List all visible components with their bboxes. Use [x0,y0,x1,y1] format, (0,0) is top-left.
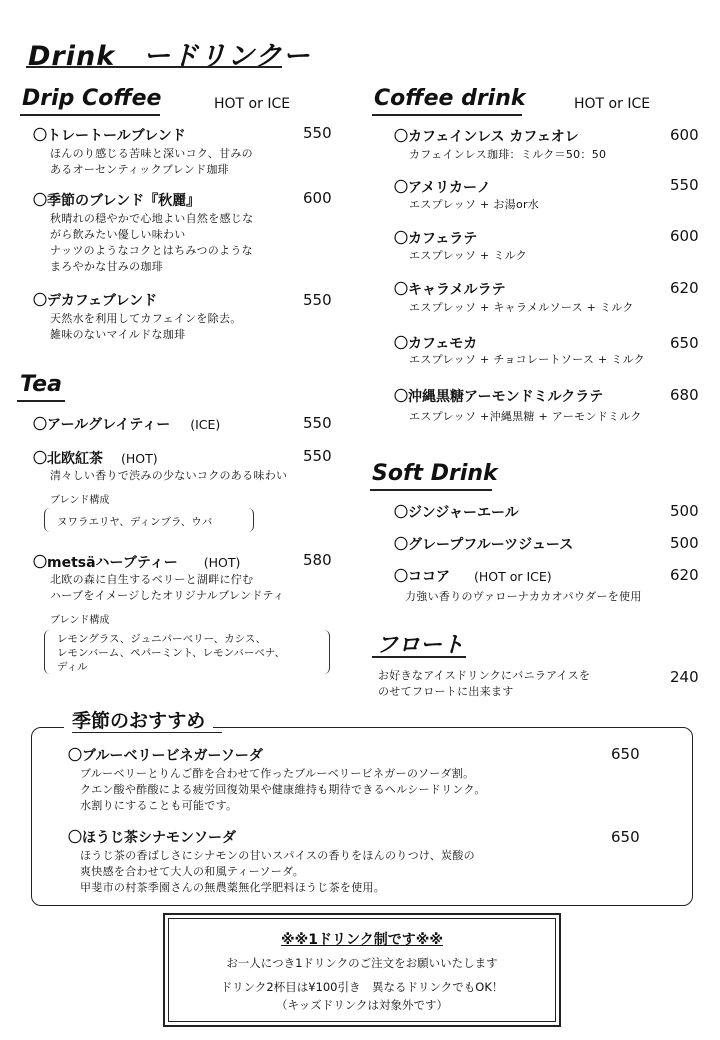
menu-item-desc: ほうじ茶の香ばしさにシナモンの甘いスパイスの香りをほんのりつけ、炭酸の 爽快感を合わせて大人の和風ティーソーダ。 甲斐市の村茶季園さんの無農薬無化学肥料ほうじ茶を使用。 [80,849,475,894]
notice-title: ※※1ドリンク制です※※ [281,932,443,948]
menu-item-price: 600 [303,189,332,207]
seasonal-heading: 季節のおすすめ [64,706,213,733]
menu-item-price: 550 [303,414,332,432]
notice-line: （キッズドリンクは対象外です） [275,998,449,1012]
menu-item-name: 〇アメリカーノ [394,180,491,196]
menu-item-price: 680 [670,386,699,404]
menu-item-name: 〇ブルーベリービネガーソーダ [68,748,263,764]
float-underline [372,656,466,658]
menu-item-desc: エスプレッソ + チョコレートソース + ミルク [409,353,645,366]
blend-list: ヌワラエリヤ、ディンブラ、ウバ [57,516,213,528]
menu-item-desc: 秋晴れの穏やかで心地よい自然を感じな がら飲みたい優しい味わい ナッツのようなコクとはちみつのような まろやかな甘みの珈琲 [50,212,254,273]
float-price: 240 [670,668,699,686]
menu-item-desc: カフェインレス珈琲：ミルク＝50：50 [409,148,607,161]
menu-item-name: 〇ココア (HOT or ICE) [394,569,552,585]
blend-label: ブレンド構成 [50,495,110,506]
menu-item-desc: 北欧の森に自生するベリーと湖畔に佇む ハーブをイメージしたオリジナルブレンドティ [50,573,285,602]
menu-item-desc: エスプレッソ +沖縄黒糖 + アーモンドミルク [409,410,642,423]
seasonal-underline [72,732,222,733]
menu-item-price: 500 [670,502,699,520]
coffee-drink-underline [372,114,522,116]
menu-item-price: 580 [303,551,332,569]
tea-heading: Tea [20,372,62,397]
menu-item-price: 550 [303,124,332,142]
menu-item-name: 〇アールグレイティー (ICE) [33,417,221,433]
menu-item-price: 650 [611,828,640,846]
one-drink-notice [163,913,561,1027]
blend-label: ブレンド構成 [50,615,110,626]
menu-item-name: 〇カフェラテ [394,231,478,247]
drip-coffee-heading: Drip Coffee [22,86,162,111]
blend-list: レモングラス、ジュニパーベリー、カシス、 レモンバーム、ペパーミント、レモンバーベナ、 ディル [57,633,286,673]
coffee-drink-heading: Coffee drink [374,86,526,111]
float-desc: お好きなアイスドリンクにバニラアイスを のせてフロートに出来ます [378,669,591,698]
drip-coffee-note: HOT or ICE [214,96,291,112]
menu-item-price: 550 [670,176,699,194]
menu-item-price: 500 [670,534,699,552]
menu-item-desc: ブルーベリーとりんご酢を合わせて作ったブルーベリービネガーのソーダ割。 クエン酸や酢酸による疲労回復効果や健康維持も期待できるヘルシードリンク。 水割りにすることも可能です。 [80,767,486,812]
menu-item-name: 〇グレープフルーツジュース [394,537,574,553]
menu-item-name: 〇ジンジャーエール [394,505,519,521]
soft-drink-heading: Soft Drink [372,461,498,486]
menu-item-name: 〇カフェモカ [394,336,478,352]
menu-item-desc: 力強い香りのヴァローナカカオパウダーを使用 [405,590,642,603]
menu-item-name: 〇metsäハーブティー (HOT) [33,555,241,571]
page-title: Drink ードリンクー [28,41,311,72]
coffee-drink-note: HOT or ICE [574,96,651,112]
menu-item-price: 550 [303,291,332,309]
menu-item-price: 600 [670,126,699,144]
menu-item-desc: エスプレッソ + ミルク [409,249,528,262]
menu-item-price: 550 [303,447,332,465]
soft-drink-underline [370,489,492,491]
menu-item-name: 〇デカフェブレンド [33,293,158,309]
drip-coffee-underline [20,114,160,116]
menu-item-name: 〇キャラメルラテ [394,282,506,298]
menu-item-price: 650 [611,745,640,763]
notice-line: お一人につき1ドリンクのご注文をお願いいたします [226,956,498,970]
menu-item-name: 〇ほうじ茶シナモンソーダ [68,830,236,846]
menu-item-name: 〇季節のブレンド『秋麗』 [33,193,201,209]
float-heading: フロート [376,633,465,658]
title-underline [26,66,282,68]
menu-item-name: 〇カフェインレス カフェオレ [394,129,579,145]
menu-item-name: 〇北欧紅茶 (HOT) [33,451,158,467]
menu-item-desc: 清々しい香りで渋みの少ないコクのある味わい [50,469,288,482]
menu-item-desc: ほんのり感じる苦味と深いコク、甘みの あるオーセンティックブレンド珈琲 [50,147,253,176]
menu-item-desc: エスプレッソ + キャラメルソース + ミルク [409,301,634,314]
menu-item-price: 620 [670,566,699,584]
tea-underline [17,400,65,402]
menu-item-price: 620 [670,279,699,297]
menu-item-price: 650 [670,334,699,352]
menu-item-price: 600 [670,227,699,245]
menu-item-desc: エスプレッソ + お湯or水 [409,198,540,211]
menu-item-name: 〇トレートールブレンド [33,128,186,144]
menu-item-name: 〇沖縄黒糖アーモンドミルクラテ [394,389,604,405]
notice-line: ドリンク2杯目は¥100引き 異なるドリンクでもOK！ [220,980,504,994]
menu-item-desc: 天然水を利用してカフェインを除去。 雑味のないマイルドな珈琲 [50,312,242,341]
